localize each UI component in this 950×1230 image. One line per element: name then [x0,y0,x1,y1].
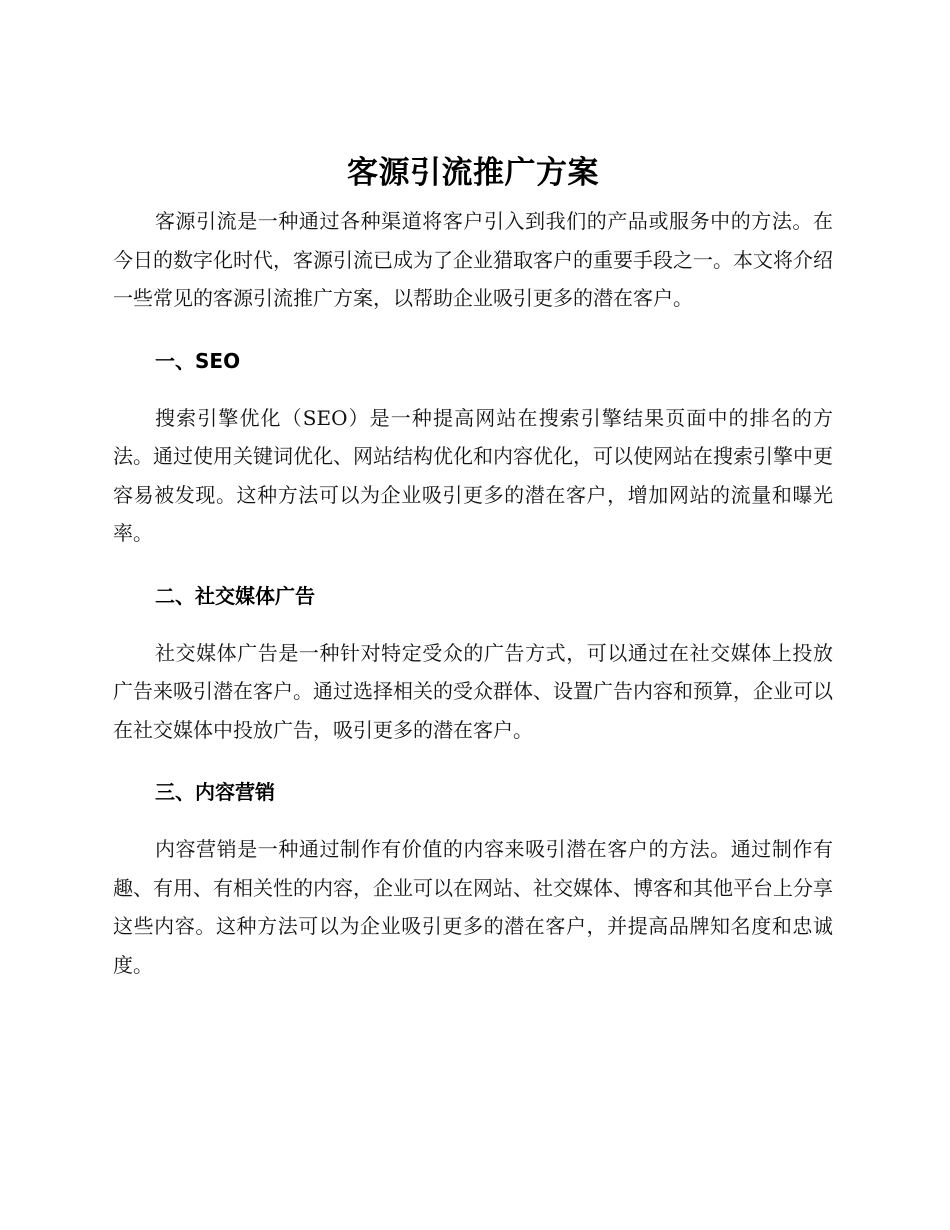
document-title: 客源引流推广方案 [347,155,599,191]
section-heading-seo: 一、SEO [155,348,241,373]
section-heading-social-media-ads: 二、社交媒体广告 [155,583,315,608]
intro-paragraph: 客源引流是一种通过各种渠道将客户引入到我们的产品或服务中的方法。在今日的数字化时代，客源引流已成为了企业猎取客户的重要手段之一。本文将介绍一些常见的客源引流推广方案，以帮助企业吸引更多的潜在客户。 [113,209,833,310]
section-body-seo: 搜索引擎优化（SEO）是一种提高网站在搜索引擎结果页面中的排名的方法。通过使用关键词优化、网站结构优化和内容优化，可以使网站在搜索引擎中更容易被发现。这种方法可以为企业吸引更多的潜在客户，增加网站的流量和曝光率。 [113,405,833,545]
document-content [113,150,833,984]
section-body-social-media-ads: 社交媒体广告是一种针对特定受众的广告方式，可以通过在社交媒体上投放广告来吸引潜在客户。通过选择相关的受众群体、设置广告内容和预算，企业可以在社交媒体中投放广告，吸引更多的潜在客户。 [113,640,833,742]
section-body-content-marketing: 内容营销是一种通过制作有价值的内容来吸引潜在客户的方法。通过制作有趣、有用、有相关性的内容，企业可以在网站、社交媒体、博客和其他平台上分享这些内容。这种方法可以为企业吸引更多的潜在客户，并提高品牌知名度和忠诚度。 [113,837,833,977]
section-heading-content-marketing: 三、内容营销 [155,780,275,804]
